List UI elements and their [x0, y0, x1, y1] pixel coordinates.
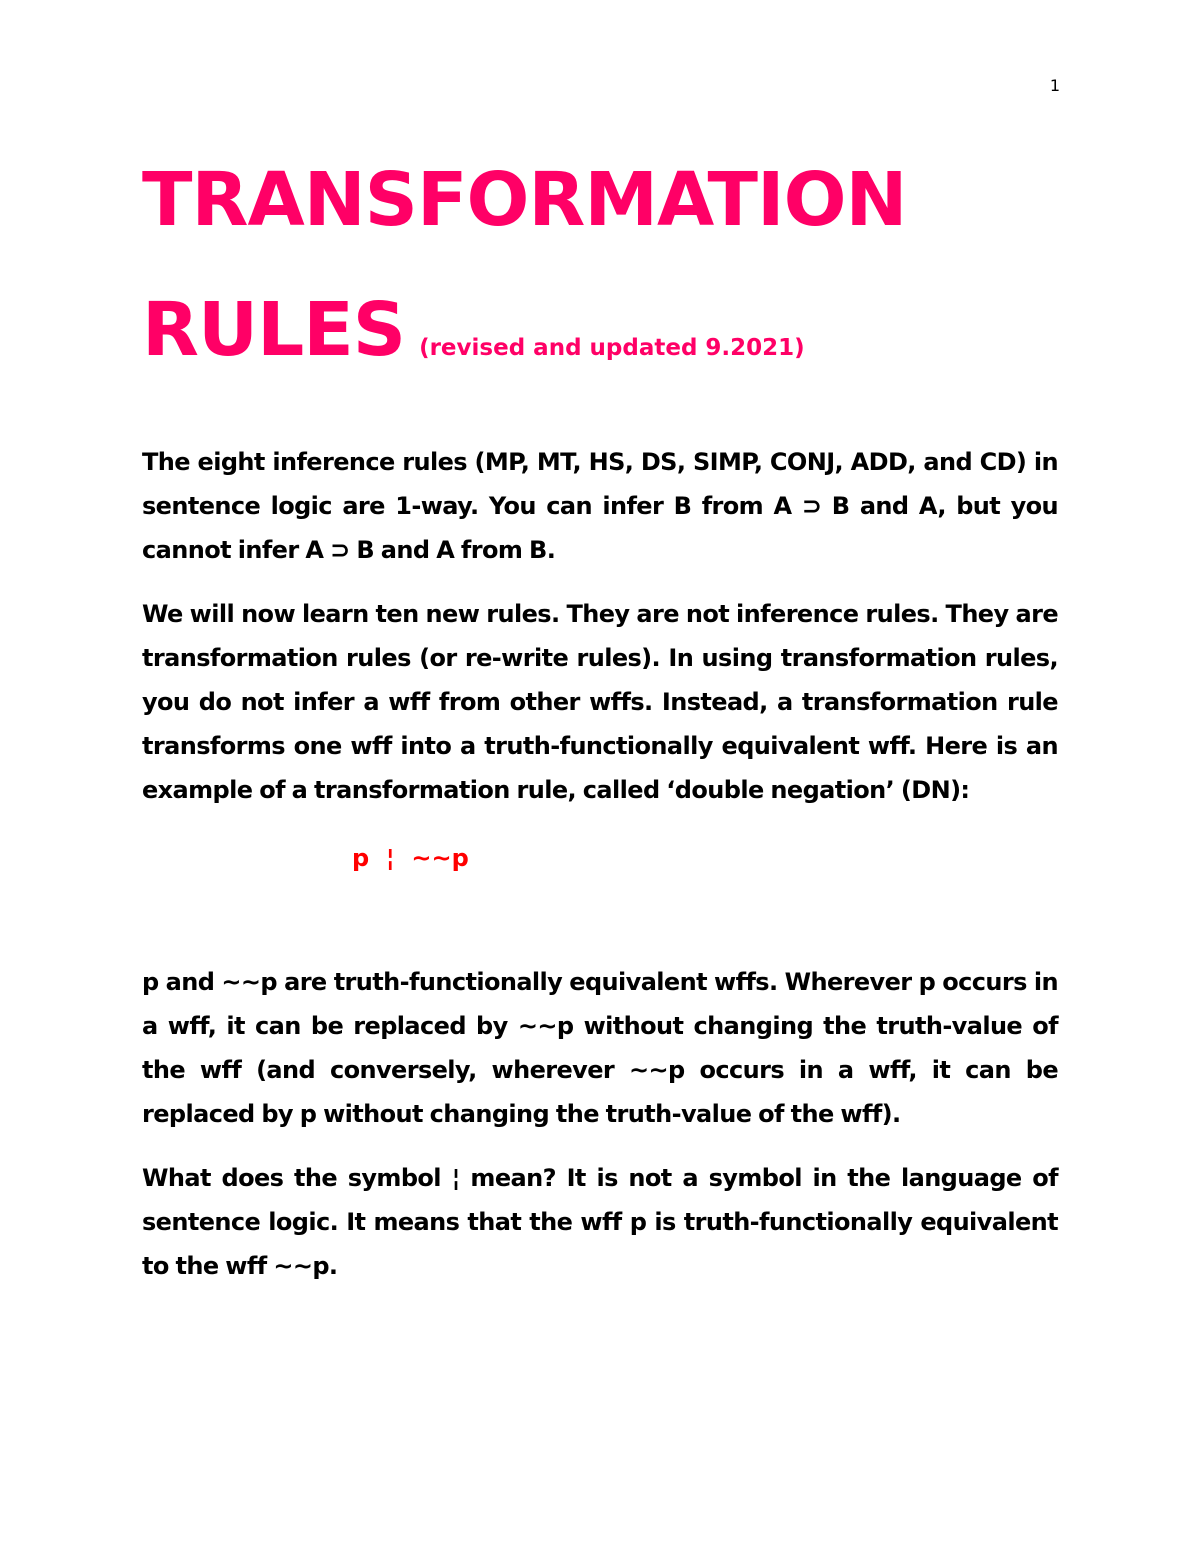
page-title — [142, 150, 1058, 250]
document-body — [142, 150, 1058, 1288]
double-negation-formula: p ¦ ~~p — [352, 844, 469, 872]
paragraph-symbol-meaning: What does the symbol ¦ mean? It is not a symbol in the language of sentence logic. It means that the wff p is truth-functionally equivalent to the wff ~~p. — [142, 1164, 1058, 1280]
title-line-1: TRANSFORMATION — [142, 157, 907, 243]
paragraph-equivalence: p and ~~p are truth-functionally equivalent wffs. Wherever p occurs in a wff, it can be replaced by ~~p without changing the truth-value of the wff (and conversely, wherever ~~p occurs in a wff, it can be replaced by p without changing the truth-value of the wff). — [142, 968, 1058, 1128]
paragraph-inference-rules: The eight inference rules (MP, MT, HS, DS, SIMP, CONJ, ADD, and CD) in sentence logic are 1-way. You can infer B from A ⊃ B and A, but you cannot infer A ⊃ B and A from B. — [142, 448, 1058, 564]
paragraph-transformation-rules: We will now learn ten new rules. They are not inference rules. They are transformation rules (or re-write rules). In using transformation rules, you do not infer a wff from other wffs. Instead, a transformation rule transforms one wff into a truth-functionally equivalent wff. Here is an example of a transformation rule, called ‘double negation’ (DN): — [142, 600, 1058, 804]
title-line-2: RULES — [142, 287, 406, 373]
page-title-line-2 — [142, 280, 1058, 398]
title-revision-note: (revised and updated 9.2021) — [419, 335, 805, 361]
page-number: 1 — [1049, 76, 1060, 95]
